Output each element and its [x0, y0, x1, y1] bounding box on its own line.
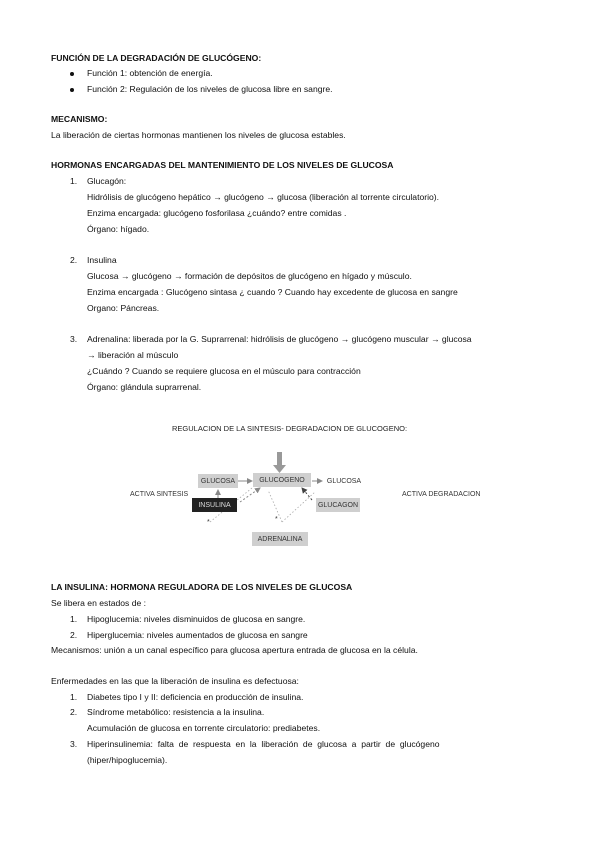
- list-item-line: Adrenalina: liberada por la G. Suprarrenal: hidrólisis de glucógeno → glucógeno muscular → glucosa: [87, 334, 472, 344]
- list-item-line: Organo: Páncreas.: [87, 303, 160, 313]
- activa-sintesis-label: ACTIVA SINTESIS: [130, 491, 189, 498]
- list-number: 2.: [70, 630, 78, 640]
- diagram-arrows: [100, 418, 520, 556]
- list-number: 3.: [70, 739, 78, 749]
- list-number: 1.: [70, 176, 78, 186]
- section-title-insulina: LA INSULINA: HORMONA REGULADORA DE LOS NIVELES DE GLUCOSA: [51, 582, 353, 592]
- list-item: Hiperglucemia: niveles aumentados de glucosa en sangre: [87, 630, 308, 640]
- list-number: 1.: [70, 614, 78, 624]
- list-item-line: Glucosa → glucógeno → formación de depósitos de glucógeno en hígado y músculo.: [87, 271, 412, 281]
- list-number: 2.: [70, 707, 78, 717]
- list-item-line: Síndrome metabólico: resistencia a la insulina.: [87, 707, 265, 717]
- section-title-funcion: FUNCIÓN DE LA DEGRADACIÓN DE GLUCÓGENO:: [51, 53, 262, 63]
- section-title-hormonas: HORMONAS ENCARGADAS DEL MANTENIMIENTO DE LOS NIVELES DE GLUCOSA: [51, 160, 394, 170]
- paragraph: Enfermedades en las que la liberación de insulina es defectuosa:: [51, 676, 299, 686]
- list-item-line: Insulina: [87, 255, 117, 265]
- star-mark: *: [275, 516, 278, 523]
- activa-degradacion-label: ACTIVA DEGRADACION: [402, 491, 481, 498]
- section-title-mecanismo: MECANISMO:: [51, 114, 108, 124]
- list-item-line: (hiper/hipoglucemia).: [87, 755, 168, 765]
- list-number: 2.: [70, 255, 78, 265]
- list-item-line: → liberación al músculo: [87, 350, 179, 360]
- adrenalina-box: ADRENALINA: [252, 532, 308, 546]
- list-item-line: Glucagón:: [87, 176, 127, 186]
- list-number: 1.: [70, 692, 78, 702]
- bullet-icon: [70, 88, 74, 92]
- list-item-line: ¿Cuándo ? Cuando se requiere glucosa en el músculo para contracción: [87, 366, 361, 376]
- list-item-line: Órgano: glándula suprarrenal.: [87, 382, 202, 392]
- glucogeno-box: GLUCOGENO: [253, 473, 311, 487]
- insulina-box: INSULINA: [192, 498, 237, 512]
- glucosa-right-box: GLUCOSA: [324, 474, 364, 488]
- list-item-line: Acumulación de glucosa en torrente circulatorio: prediabetes.: [87, 723, 321, 733]
- list-item-line: Enzima encargada : Glucógeno sintasa ¿ cuando ? Cuando hay excedente de glucosa en sangre: [87, 287, 458, 297]
- list-item: Función 1: obtención de energía.: [87, 68, 213, 78]
- list-item-line: Hidrólisis de glucógeno hepático → glucógeno → glucosa (liberación al torrente circulatorio).: [87, 192, 440, 202]
- glycogen-regulation-diagram: [100, 418, 520, 556]
- star-mark: *: [207, 519, 210, 526]
- list-item: Función 2: Regulación de los niveles de glucosa libre en sangre.: [87, 84, 333, 94]
- list-number: 3.: [70, 334, 78, 344]
- list-item-line: Hiperinsulinemia: falta de respuesta en la liberación de glucosa a partir de glucógeno: [87, 739, 440, 749]
- bullet-icon: [70, 72, 74, 76]
- list-item: Hipoglucemia: niveles disminuidos de glucosa en sangre.: [87, 614, 306, 624]
- list-item-line: Diabetes tipo I y II: deficiencia en producción de insulina.: [87, 692, 304, 702]
- glucosa-left-box: GLUCOSA: [198, 474, 238, 488]
- diagram-title: REGULACION DE LA SINTESIS- DEGRADACION DE GLUCOGENO:: [172, 424, 408, 433]
- input-arrow-head: [273, 465, 286, 473]
- paragraph: Mecanismos: unión a un canal específico para glucosa apertura entrada de glucosa en la célula.: [51, 645, 418, 655]
- input-arrow-shaft: [277, 452, 282, 466]
- paragraph: Se libera en estados de :: [51, 598, 147, 608]
- list-item-line: Órgano: hígado.: [87, 224, 150, 234]
- list-item-line: Enzima encargada: glucógeno fosforilasa ¿cuándo? entre comidas .: [87, 208, 347, 218]
- paragraph: La liberación de ciertas hormonas mantienen los niveles de glucosa estables.: [51, 130, 346, 140]
- glucagon-box: GLUCAGON: [316, 498, 360, 512]
